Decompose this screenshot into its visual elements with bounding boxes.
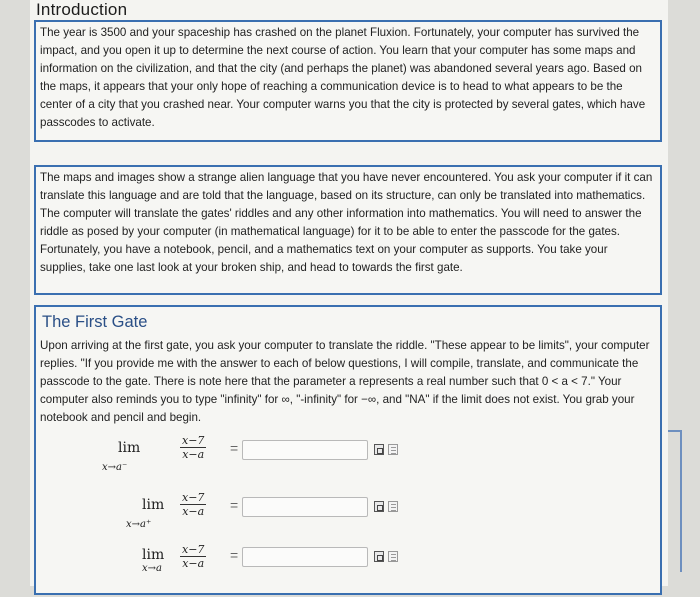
preview-icon[interactable] bbox=[388, 501, 398, 512]
limit-question-3 bbox=[96, 543, 616, 597]
lim-word: lim bbox=[142, 547, 165, 563]
answer-input-3[interactable] bbox=[242, 547, 368, 567]
fraction-numerator: x−7 bbox=[182, 543, 205, 556]
answer-input-2[interactable] bbox=[242, 497, 368, 517]
lim-subscript: x→a bbox=[142, 563, 162, 574]
limit-question-2 bbox=[96, 491, 616, 547]
intro-paragraph-1: The year is 3500 and your spaceship has crashed on the planet Fluxion. Fortunately, your computer has survived the impact, and you open it up to determine the next course of action. You learn that your computer has some maps and information on the civilization, and that the city (and perhaps the planet) was abandoned several years ago. Based on the maps, it appears that your only hope of reaching a communication device is to head to what appears to be the center of a city that you crashed near. Your computer warns you that the city is protected by several gates, which have passcodes to activate. bbox=[34, 20, 662, 142]
preview-icon[interactable] bbox=[388, 444, 398, 455]
limit-fraction bbox=[180, 491, 206, 518]
lim-word: lim bbox=[118, 440, 141, 456]
gate-title: The First Gate bbox=[42, 313, 148, 331]
lim-subscript: x→a⁻ bbox=[102, 462, 128, 473]
limit-fraction bbox=[180, 434, 206, 461]
intro-paragraph-2: The maps and images show a strange alien language that you have never encountered. You ask your computer if it can translate this language and are told that the language, based on its structure, can only be translated into mathematics. The computer will translate the gates' riddles and any other information into mathematics. You will need to answer the riddle as posed by your computer (in mathematical language) for it to be able to enter the passcode for the gates. Fortunately, you have a notebook, pencil, and a mathematics text on your computer as supports. You take your supplies, take one last look at your broken ship, and head to towards the first gate. bbox=[34, 165, 662, 295]
answer-input-1[interactable] bbox=[242, 440, 368, 460]
fraction-denominator: x−a bbox=[182, 557, 205, 570]
intro-title: Introduction bbox=[36, 0, 128, 19]
equals-sign: = bbox=[230, 440, 239, 456]
preview-icon[interactable] bbox=[388, 551, 398, 562]
equation-editor-icon[interactable] bbox=[374, 551, 384, 562]
fraction-numerator: x−7 bbox=[182, 491, 205, 504]
fraction-denominator: x−a bbox=[182, 448, 205, 461]
limit-question-1 bbox=[96, 434, 616, 490]
gate-text: Upon arriving at the first gate, you ask your computer to translate the riddle. "These appear to be limits", your computer replies. "If you provide me with the answer to each of below questions, I will compile, translate, and communicate the passcode to the gate. There is note here that the parameter a represents a real number such that 0 < a < 7." Your computer also reminds you to type "infinity" for ∞, "-infinity" for −∞, and "NA" if the limit does not exist. You grab your notebook and pencil and begin. bbox=[40, 339, 650, 424]
decorative-bracket bbox=[668, 430, 682, 572]
equals-sign: = bbox=[230, 497, 239, 513]
first-gate-section bbox=[34, 305, 662, 595]
lim-word: lim bbox=[142, 497, 165, 513]
equation-editor-icon[interactable] bbox=[374, 444, 384, 455]
fraction-denominator: x−a bbox=[182, 505, 205, 518]
equals-sign: = bbox=[230, 547, 239, 563]
limit-fraction bbox=[180, 543, 206, 570]
lim-subscript: x→a⁺ bbox=[126, 519, 152, 530]
equation-editor-icon[interactable] bbox=[374, 501, 384, 512]
fraction-numerator: x−7 bbox=[182, 434, 205, 447]
